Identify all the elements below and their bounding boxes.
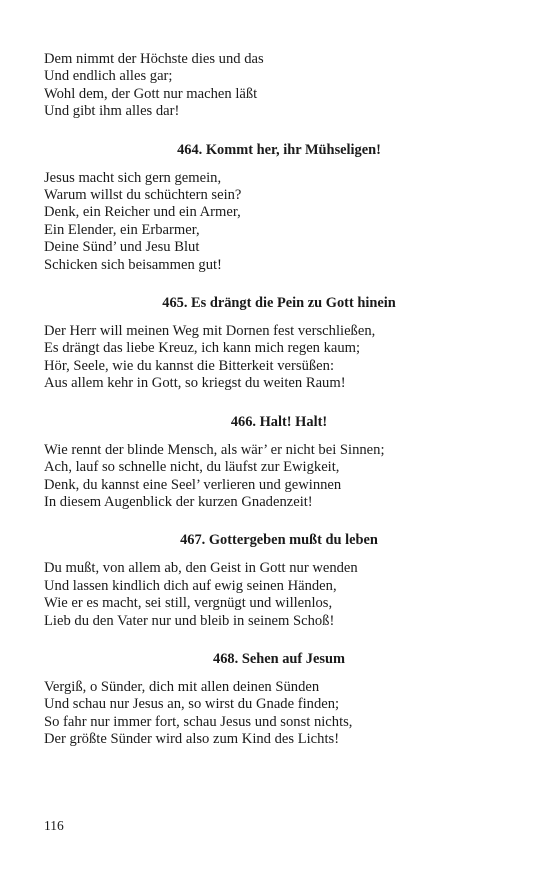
verse-line: Und lassen kindlich dich auf ewig seinen Händen, — [44, 577, 337, 594]
verse-line: Und gibt ihm alles dar! — [44, 103, 180, 120]
verse-line: Und endlich alles gar; — [44, 68, 173, 85]
stanza — [44, 679, 514, 749]
verse-line: Denk, ein Reicher und ein Armer, — [44, 204, 241, 221]
poem-465 — [44, 294, 514, 393]
poem-heading: 466. Halt! Halt! — [230, 413, 328, 430]
verse-line: Es drängt das liebe Kreuz, ich kann mich regen kaum; — [44, 340, 361, 357]
poem-heading: 465. Es drängt die Pein zu Gott hinein — [162, 295, 396, 312]
poem-466 — [44, 413, 514, 512]
stanza — [44, 442, 514, 512]
poem-468 — [44, 650, 514, 749]
stanza — [44, 51, 514, 121]
verse-line: Der größte Sünder wird also zum Kind des Lichts! — [44, 731, 340, 748]
verse-line: Wie er es macht, sei still, vergnügt und willenlos, — [44, 595, 333, 612]
verse-line: Du mußt, von allem ab, den Geist in Gott nur wenden — [44, 560, 358, 577]
poem-heading: 468. Sehen auf Jesum — [213, 650, 345, 667]
verse-line: Wie rennt der blinde Mensch, als wär’ er nicht bei Sinnen; — [44, 441, 385, 458]
verse-line: Vergiß, o Sünder, dich mit allen deinen Sünden — [44, 678, 320, 695]
verse-line: Und schau nur Jesus an, so wirst du Gnade finden; — [44, 696, 340, 713]
stanza — [44, 170, 514, 274]
verse-line: Der Herr will meinen Weg mit Dornen fest verschließen, — [44, 323, 376, 340]
verse-line: Ein Elender, ein Erbarmer, — [44, 221, 200, 238]
poem-heading: 464. Kommt her, ihr Mühseligen! — [177, 141, 381, 158]
verse-line: In diesem Augenblick der kurzen Gnadenzeit! — [44, 493, 313, 510]
page-number: 116 — [44, 818, 64, 833]
verse-line: Dem nimmt der Höchste dies und das — [44, 51, 264, 67]
verse-line: Jesus macht sich gern gemein, — [44, 169, 222, 186]
verse-line: Deine Sünd’ und Jesu Blut — [44, 239, 200, 256]
verse-line: Lieb du den Vater nur und bleib in seinem Schoß! — [44, 612, 335, 629]
verse-line: Schicken sich beisammen gut! — [44, 256, 222, 273]
continuation-stanza — [44, 51, 514, 121]
stanza — [44, 323, 514, 393]
verse-line: Ach, lauf so schnelle nicht, du läufst zur Ewigkeit, — [44, 459, 340, 476]
poem-464 — [44, 141, 514, 274]
verse-line: Warum willst du schüchtern sein? — [44, 187, 242, 204]
verse-line: Wohl dem, der Gott nur machen läßt — [44, 85, 258, 102]
poem-467 — [44, 531, 514, 630]
stanza — [44, 560, 514, 630]
poem-heading: 467. Gottergeben mußt du leben — [180, 532, 378, 549]
verse-line: Aus allem kehr in Gott, so kriegst du weiten Raum! — [44, 375, 346, 392]
verse-line: So fahr nur immer fort, schau Jesus und sonst nichts, — [44, 713, 353, 730]
verse-line: Denk, du kannst eine Seel’ verlieren und gewinnen — [44, 476, 342, 493]
verse-line: Hör, Seele, wie du kannst die Bitterkeit versüßen: — [44, 357, 335, 374]
page-body — [44, 51, 514, 769]
